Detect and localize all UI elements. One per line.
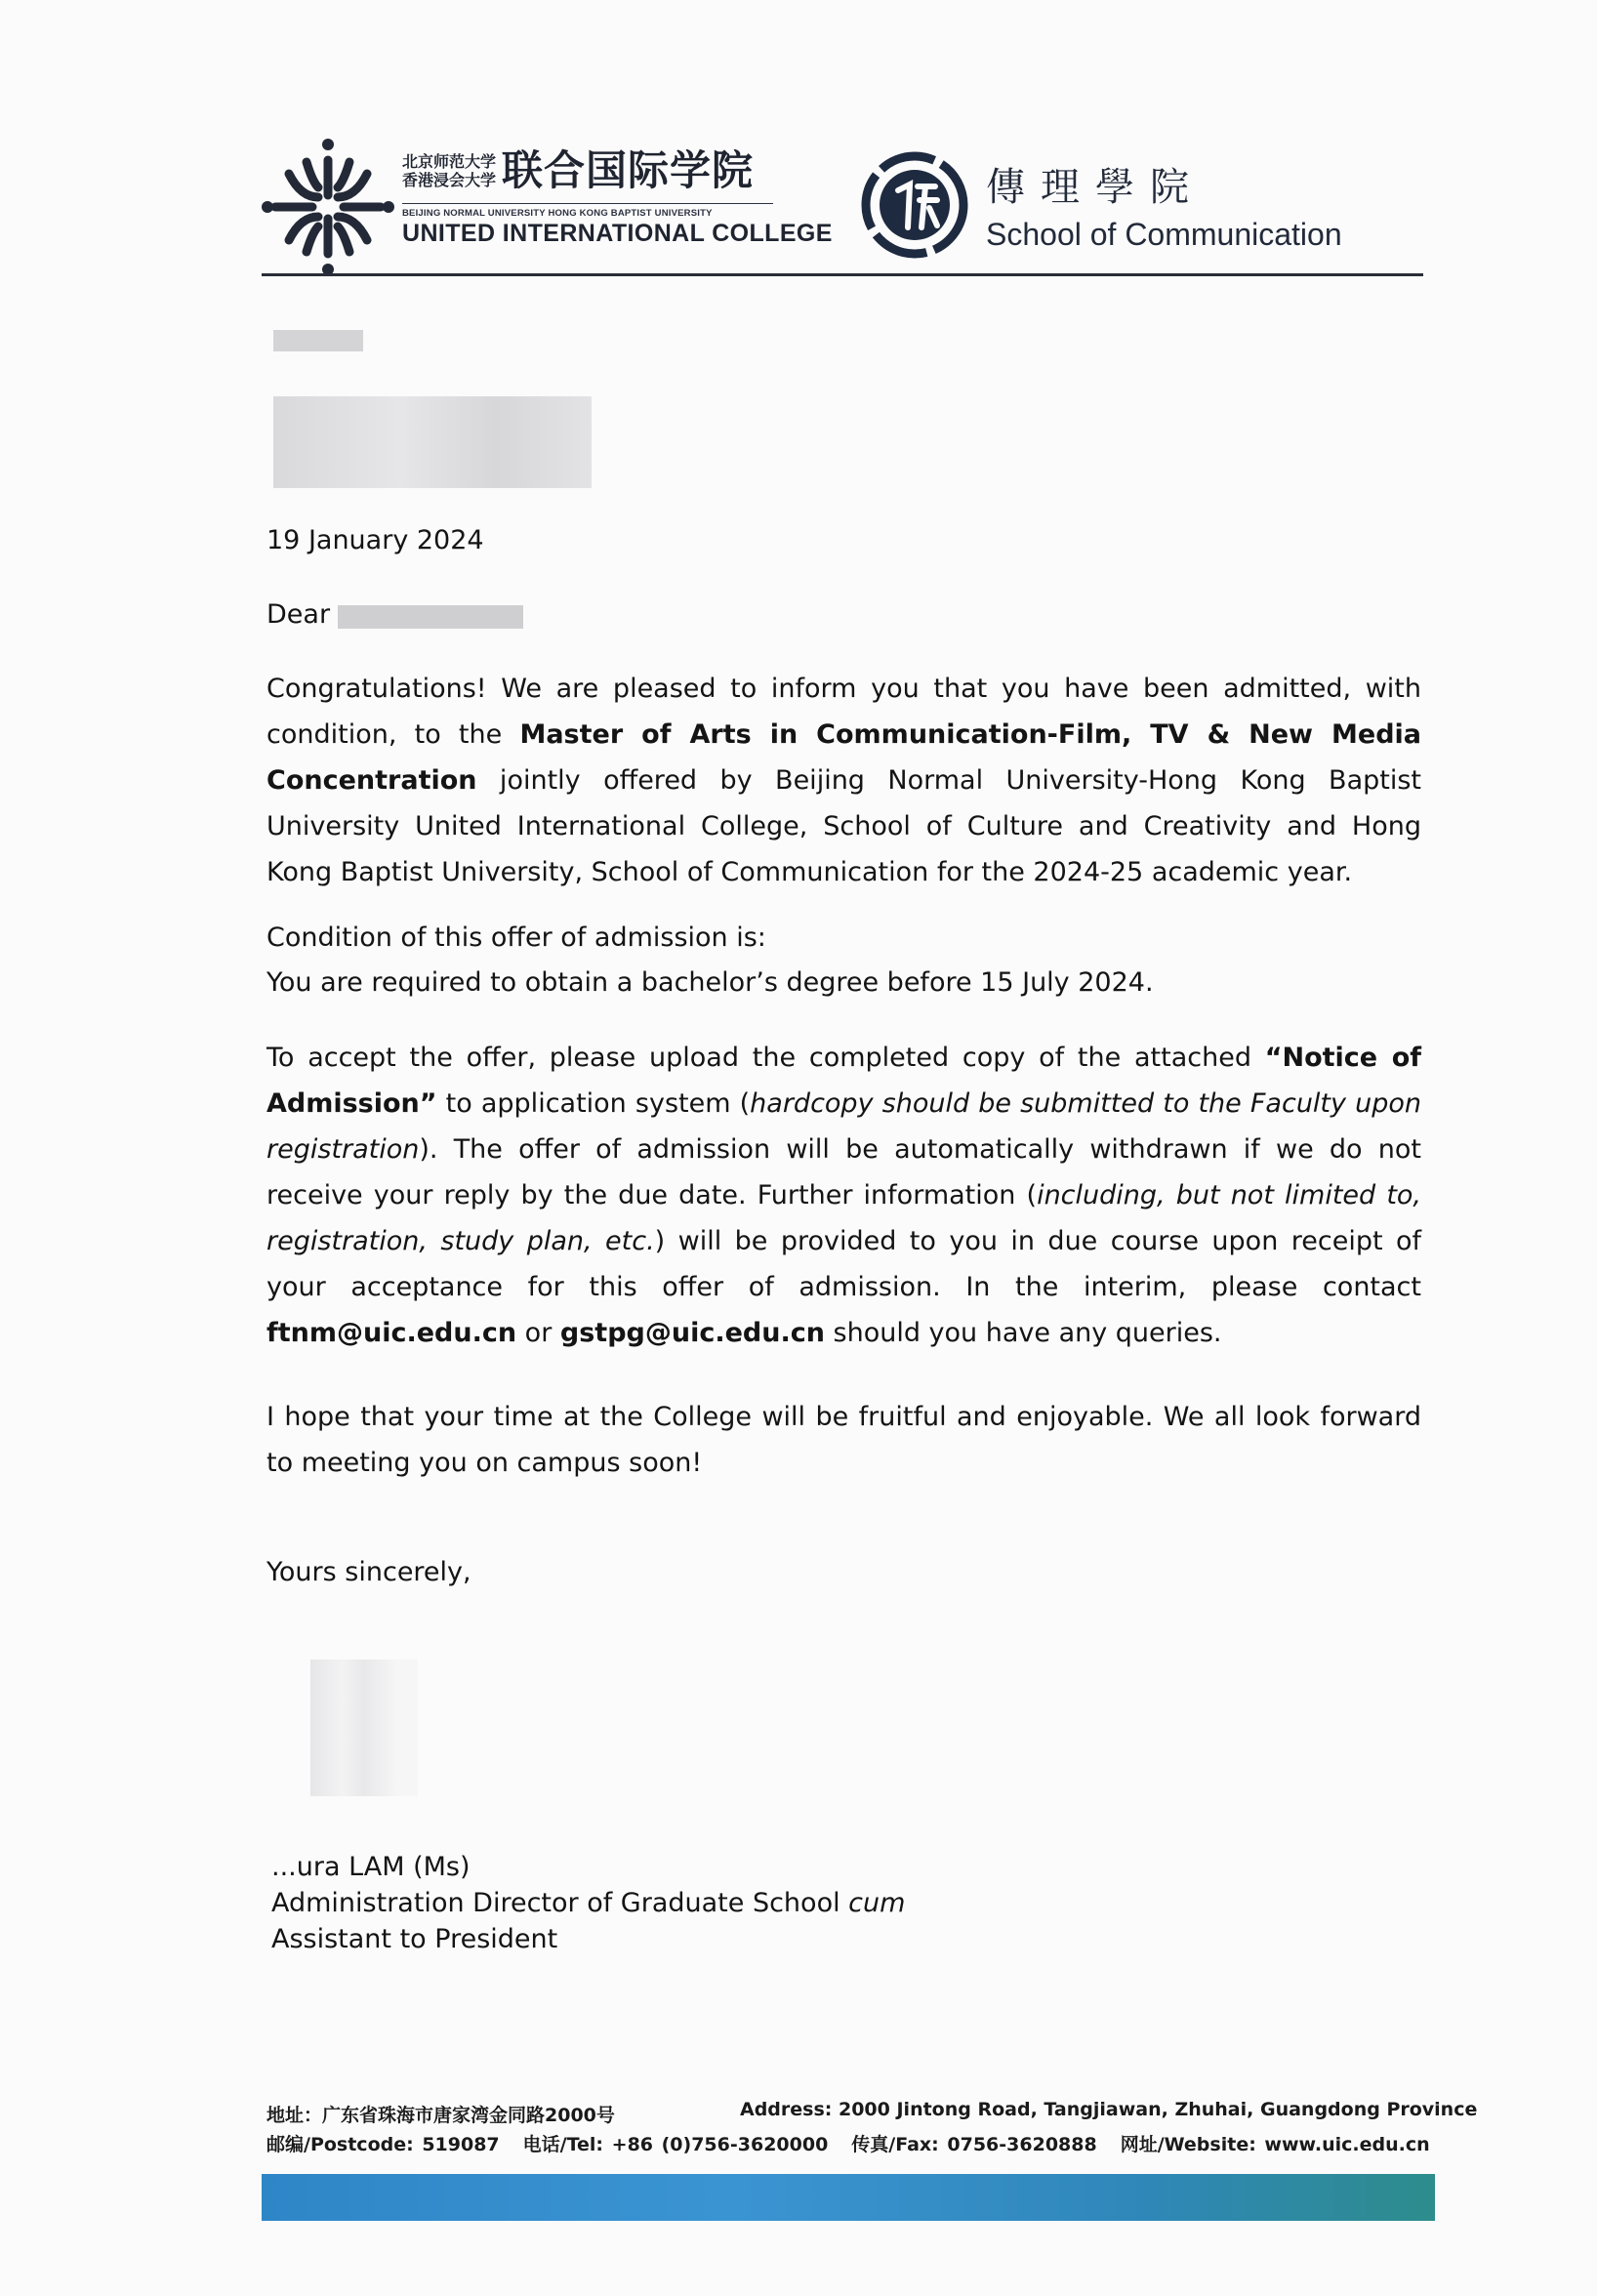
signatory-title-line2: Assistant to President (271, 1924, 558, 1954)
uic-en-small: BEIJING NORMAL UNIVERSITY HONG KONG BAPTIST UNIVERSITY (402, 203, 773, 219)
footer-color-bar (262, 2174, 1435, 2221)
p3-text-g: ) will be provided to you in due course upon receipt of your acceptance for this offer of admission. In the interim, please contact (266, 1226, 1422, 1302)
school-of-communication-emblem-icon (861, 151, 968, 259)
contact-email-gstpg: gstpg@uic.edu.cn (559, 1318, 825, 1348)
closing: Yours sincerely, (266, 1557, 471, 1587)
uic-emblem-icon (262, 137, 394, 277)
notice-of-admission: “Notice of Admission” (266, 1043, 1421, 1119)
condition-label: Condition of this offer of admission is: (266, 922, 766, 953)
paragraph-closing-wish: I hope that your time at the College will be fruitful and enjoyable. We all look forward to meeting you on campus soon! (266, 1402, 1421, 1478)
paragraph-acceptance (266, 1035, 1421, 1356)
contact-email-ftnm: ftnm@uic.edu.cn (266, 1318, 517, 1348)
uic-cn-name: 联合国际学院 (502, 146, 755, 194)
redacted-addressee-name (338, 605, 523, 629)
redacted-recipient-name (273, 330, 363, 351)
p3-text-i: or (516, 1318, 560, 1348)
soc-en-name: School of Communication (986, 217, 1342, 252)
uic-cn-small-line2: 香港浸会大学 (402, 171, 497, 189)
redacted-signature (310, 1660, 418, 1796)
p1-text-a: Congratulations! We are pleased to inform you that you have been admitted, with condition, to the (266, 674, 1421, 750)
header-divider (262, 273, 1423, 276)
p3-text-a: To accept the offer, please upload the completed copy of the attached (266, 1043, 1265, 1073)
footer-address-en: Address: 2000 Jintong Road, Tangjiawan, Zhuhai, Guangdong Province (740, 2099, 1478, 2120)
footer-contact-line (266, 2130, 1454, 2156)
signatory-title-line1 (271, 1888, 905, 1918)
p3-text-k: should you have any queries. (824, 1318, 1222, 1348)
footer-postcode: 邮编/Postcode: 519087 (266, 2134, 500, 2155)
letter-date: 19 January 2024 (266, 525, 484, 555)
uic-en-name: UNITED INTERNATIONAL COLLEGE (402, 220, 833, 247)
soc-cn-name: 傳理學院 (986, 165, 1205, 210)
p3-text-c: to application system ( (436, 1088, 751, 1119)
p3-hardcopy-note: hardcopy should be submitted to the Faculty upon registration (266, 1088, 1421, 1165)
program-name: Master of Arts in Communication-Film, TV & New Media Concentration (266, 719, 1421, 796)
uic-cn-small-line1: 北京师范大学 (402, 152, 497, 171)
redacted-recipient-address (273, 396, 592, 488)
signatory-name: ...ura LAM (Ms) (271, 1852, 471, 1882)
footer-fax: 传真/Fax: 0756-3620888 (851, 2134, 1097, 2155)
salutation: Dear (266, 599, 331, 630)
p3-text-e: ). The offer of admission will be automatically withdrawn if we do not receive your reply by the due date. Further information ( (266, 1134, 1421, 1210)
signatory-title1-text: Administration Director of Graduate School (271, 1888, 849, 1918)
footer-website: 网址/Website: www.uic.edu.cn (1120, 2134, 1430, 2155)
signatory-title1-cum: cum (848, 1888, 906, 1918)
p3-further-info-note: including, but not limited to, registration, study plan, etc. (266, 1180, 1422, 1256)
condition-text: You are required to obtain a bachelor’s degree before 15 July 2024. (266, 967, 1154, 998)
p1-text-c: jointly offered by Beijing Normal University-Hong Kong Baptist University United International College, School of Culture and Creativity and Hong Kong Baptist University, School of Communication for the 2024-25 academic year. (266, 765, 1421, 887)
footer-address-cn: 地址：广东省珠海市唐家湾金同路2000号 (266, 2105, 615, 2126)
paragraph-admission (266, 666, 1421, 895)
footer-tel: 电话/Tel: +86 (0)756-3620000 (522, 2134, 829, 2155)
uic-wordmark (402, 146, 833, 248)
